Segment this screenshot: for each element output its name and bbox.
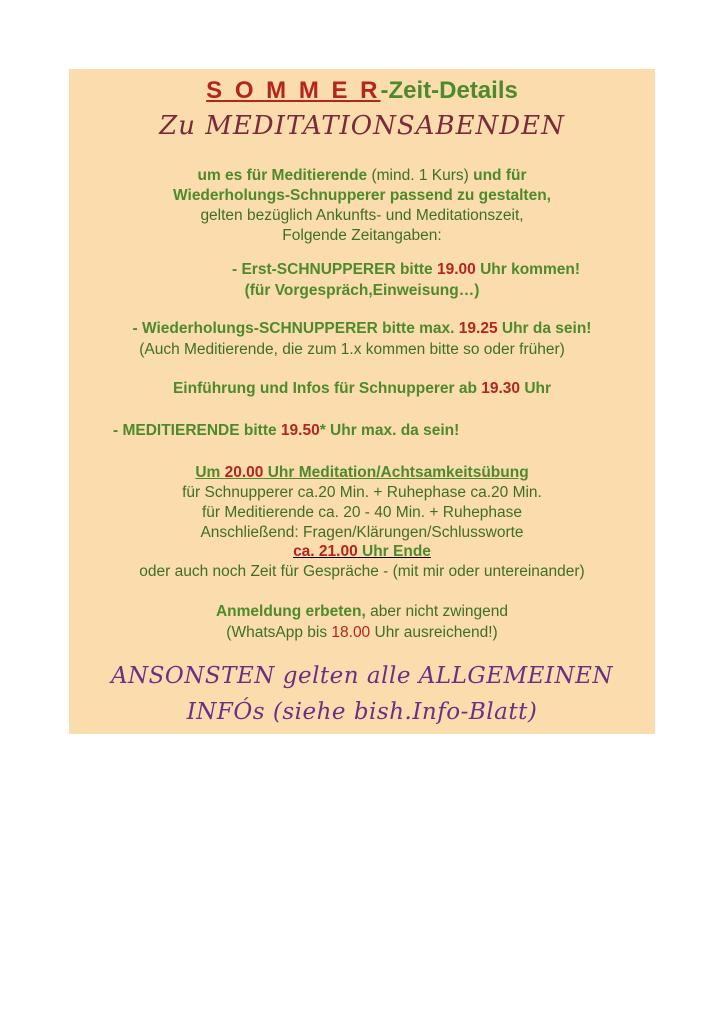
meditation-line-6: oder auch noch Zeit für Gespräche - (mit mir oder untereinander) bbox=[139, 563, 585, 580]
erst-schnupperer-sub: (für Vorgespräch,Einweisung…) bbox=[244, 282, 480, 299]
intro-line-3: gelten bezüglich Ankunfts- und Meditationszeit, bbox=[200, 207, 524, 224]
page-title bbox=[69, 77, 655, 105]
meditierende-line: - MEDITIERENDE bitte 19.50* Uhr max. da sein! bbox=[113, 422, 460, 439]
footer-line-2: INFÓs (siehe bish.Info-Blatt) bbox=[186, 699, 538, 725]
anmeldung-line-2: (WhatsApp bis 18.00 Uhr ausreichend!) bbox=[226, 624, 498, 641]
info-card bbox=[69, 69, 655, 734]
meditation-heading: Um 20.00 Uhr Meditation/Achtsamkeitsübung bbox=[195, 464, 529, 481]
intro-line-1: um es für Meditierende (mind. 1 Kurs) und für bbox=[197, 167, 527, 184]
intro-line-2: Wiederholungs-Schnupperer passend zu gestalten, bbox=[173, 187, 551, 204]
meditation-line-4: Anschließend: Fragen/Klärungen/Schlussworte bbox=[200, 524, 524, 541]
meditation-line-3: für Meditierende ca. 20 - 40 Min. + Ruhephase bbox=[201, 504, 523, 521]
meditation-line-2: für Schnupperer ca.20 Min. + Ruhephase ca.20 Min. bbox=[182, 484, 542, 501]
title-sommer: S O M M E R bbox=[206, 77, 381, 104]
intro-line-4: Folgende Zeitangaben: bbox=[282, 227, 442, 244]
einfuehrung-line: Einführung und Infos für Schnupperer ab 19.30 Uhr bbox=[172, 380, 552, 397]
subtitle: Zu MEDITATIONSABENDEN bbox=[159, 111, 565, 141]
footer-line-1: ANSONSTEN gelten alle ALLGEMEINEN bbox=[110, 663, 614, 689]
title-rest: -Zeit-Details bbox=[380, 77, 518, 104]
anmeldung-line-1: Anmeldung erbeten, aber nicht zwingend bbox=[215, 603, 509, 620]
meditation-ende: ca. 21.00 Uhr Ende bbox=[293, 543, 431, 560]
wiederholung-line: - Wiederholungs-SCHNUPPERER bitte max. 19.25 Uhr da sein! bbox=[132, 320, 592, 337]
erst-schnupperer-line: - Erst-SCHNUPPERER bitte 19.00 Uhr kommen! bbox=[232, 261, 580, 278]
wiederholung-sub: (Auch Meditierende, die zum 1.x kommen bitte so oder früher) bbox=[139, 341, 565, 358]
